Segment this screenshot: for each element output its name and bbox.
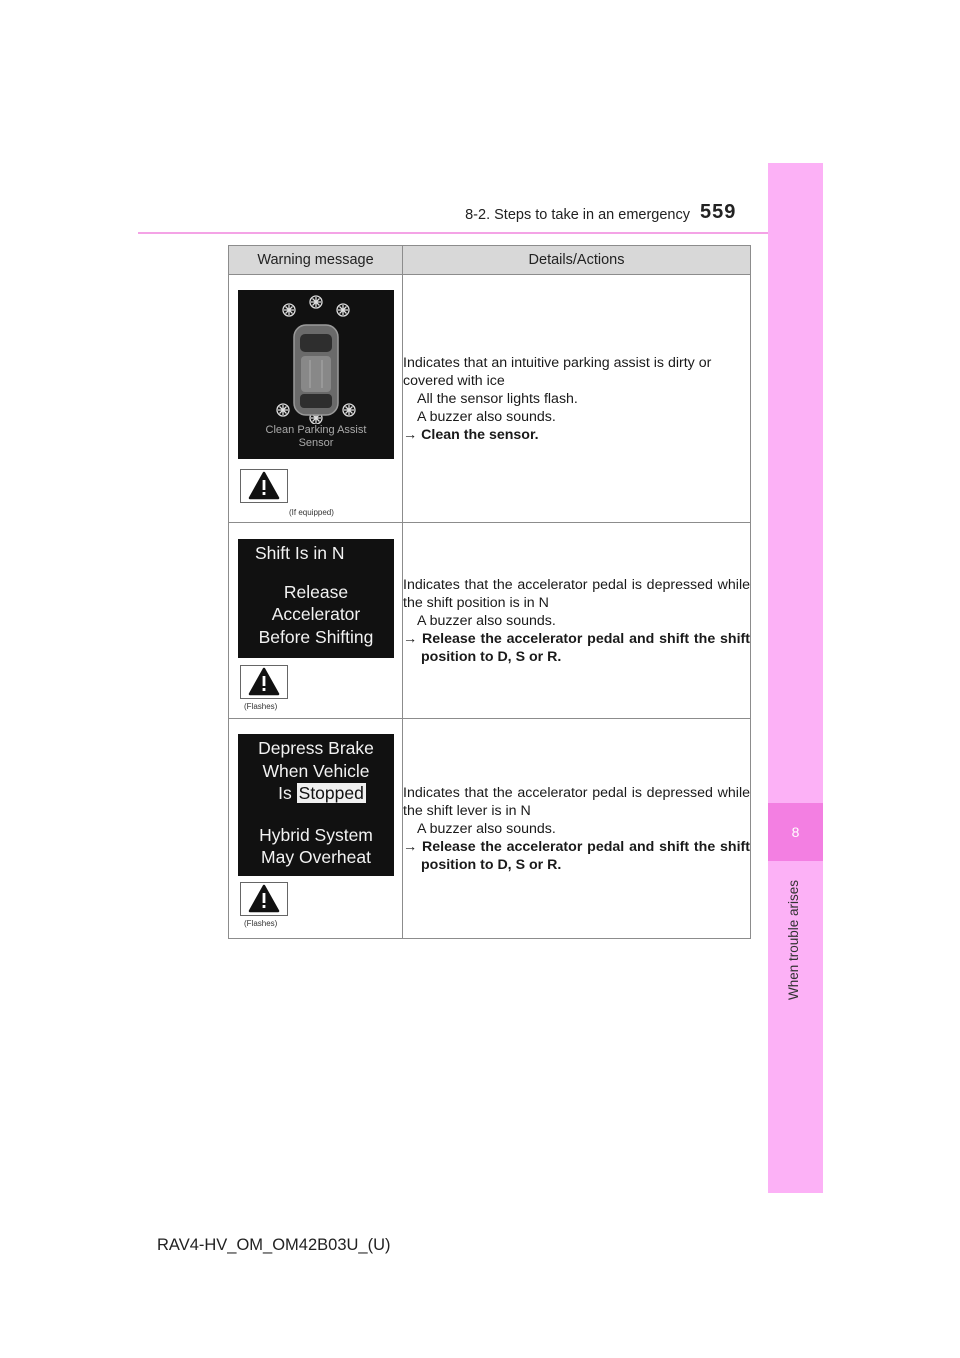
parking-assist-screen bbox=[238, 290, 394, 459]
table-header-row bbox=[229, 246, 751, 275]
action-text: → Release the accelerator pedal and shift the shift position to D, S or R. bbox=[403, 630, 750, 665]
screen-text-line: Release bbox=[283, 581, 349, 602]
detail-text: All the sensor lights flash. bbox=[417, 390, 578, 407]
action-text: → Release the accelerator pedal and shift the shift position to D, S or R. bbox=[403, 838, 750, 873]
col-header-details-actions: Details/Actions bbox=[403, 246, 751, 275]
right-arrow-icon: → bbox=[403, 838, 423, 855]
if-equipped-note: (If equipped) bbox=[289, 508, 334, 517]
col-header-warning-message: Warning message bbox=[229, 246, 403, 275]
details-actions-cell bbox=[403, 523, 751, 719]
screen-text-line: Clean Parking Assist bbox=[265, 424, 367, 436]
screen-text-line: Shift Is in N bbox=[255, 543, 345, 563]
table-row bbox=[229, 275, 751, 523]
warning-image-cell bbox=[229, 719, 403, 939]
screen-text-line: Accelerator bbox=[271, 604, 361, 624]
section-title: 8-2. Steps to take in an emergency bbox=[465, 207, 690, 223]
detail-text: Indicates that the accelerator pedal is depressed while the shift lever is in N bbox=[403, 784, 750, 819]
warning-image-cell bbox=[229, 523, 403, 719]
table-row bbox=[229, 523, 751, 719]
screen-text-line: Before Shifting bbox=[258, 626, 374, 647]
flashes-note: (Flashes) bbox=[244, 919, 278, 928]
highlighted-word: Stopped bbox=[298, 783, 364, 803]
detail-text: A buzzer also sounds. bbox=[417, 820, 556, 837]
screen-text-line: When Vehicle bbox=[262, 760, 370, 781]
flashes-note: (Flashes) bbox=[244, 702, 278, 711]
screen-text-line: May Overheat bbox=[261, 847, 371, 867]
chapter-side-tab bbox=[768, 163, 823, 1193]
details-actions-cell bbox=[403, 275, 751, 523]
detail-text: A buzzer also sounds. bbox=[417, 408, 556, 425]
vehicle-top-view-icon bbox=[294, 325, 338, 415]
depress-brake-screen bbox=[238, 734, 394, 876]
screen-text-line: Sensor bbox=[298, 437, 334, 449]
right-arrow-icon: → bbox=[403, 630, 423, 647]
screen-text-line: Is Stopped bbox=[278, 783, 364, 803]
detail-text: Indicates that the accelerator pedal is depressed while the shift position is in N bbox=[403, 576, 750, 611]
action-text: → Clean the sensor. bbox=[403, 426, 539, 443]
right-arrow-icon: → bbox=[403, 426, 422, 443]
warning-image-cell bbox=[229, 275, 403, 523]
page-number: 559 bbox=[700, 201, 737, 223]
warning-triangle-icon bbox=[240, 469, 288, 503]
chapter-label: When trouble arises bbox=[786, 879, 801, 1000]
chapter-number: 8 bbox=[768, 803, 823, 861]
detail-text: Indicates that an intuitive parking assist is dirty or covered with ice bbox=[403, 354, 712, 389]
header-rule bbox=[138, 232, 823, 234]
parking-sensor-diagram bbox=[238, 290, 394, 424]
screen-text-line: Depress Brake bbox=[258, 738, 374, 758]
warning-triangle-icon bbox=[240, 665, 288, 699]
warning-triangle-icon bbox=[240, 882, 288, 916]
warning-message-table bbox=[228, 245, 751, 939]
table-row bbox=[229, 719, 751, 939]
shift-in-n-screen bbox=[238, 539, 394, 658]
details-actions-cell bbox=[403, 719, 751, 939]
screen-text-line: Hybrid System bbox=[259, 824, 373, 845]
detail-text: A buzzer also sounds. bbox=[417, 612, 556, 629]
manual-code: RAV4-HV_OM_OM42B03U_(U) bbox=[157, 1236, 391, 1254]
